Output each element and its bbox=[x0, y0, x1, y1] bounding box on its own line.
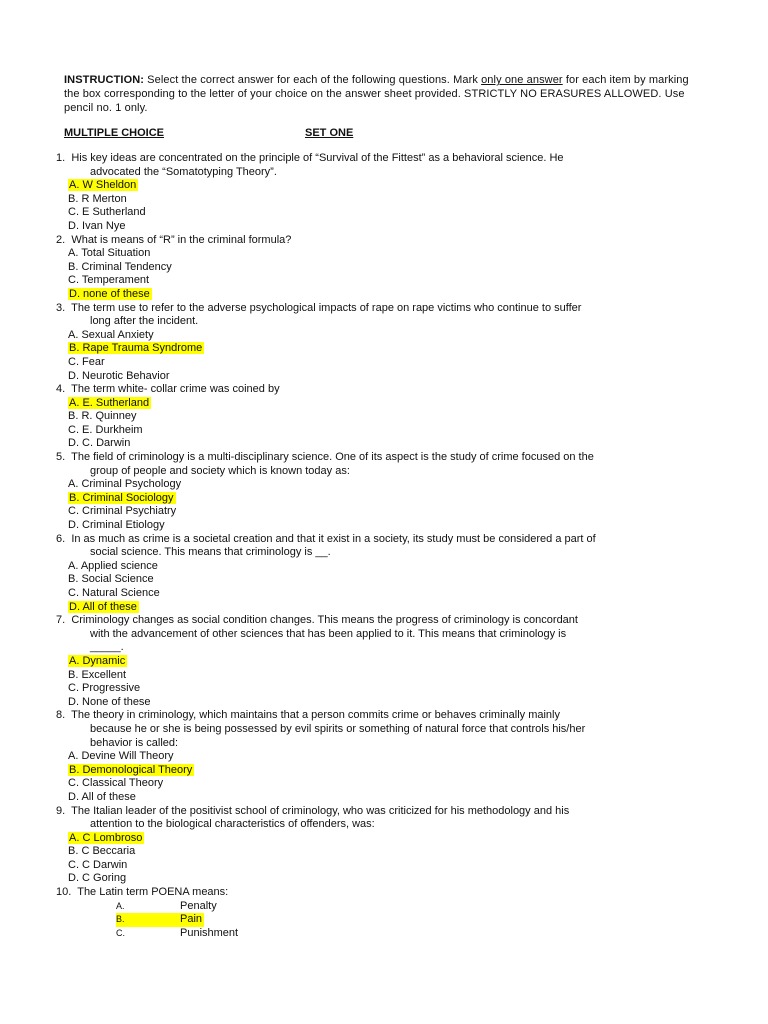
option-c: C. Natural Science bbox=[68, 587, 160, 599]
question-text: In as much as crime is a societal creation and that it exist in a society, its study must be considered a part of bbox=[71, 532, 596, 545]
instruction-paragraph bbox=[64, 73, 704, 115]
option-a-correct: A. W Sheldon bbox=[69, 179, 137, 192]
option-c: C. C Darwin bbox=[68, 858, 128, 871]
option-d: D. Neurotic Behavior bbox=[68, 369, 170, 382]
option-a: A. Sexual Anxiety bbox=[68, 328, 154, 341]
option-b-correct bbox=[56, 913, 716, 927]
option-a-correct: A. C Lombroso bbox=[69, 831, 143, 844]
option-a-correct: A. E. Sutherland bbox=[69, 396, 150, 409]
option-letter: C. bbox=[116, 927, 125, 938]
option-d: D. Criminal Etiology bbox=[68, 519, 165, 532]
question-4 bbox=[56, 383, 716, 451]
question-5 bbox=[56, 451, 716, 533]
question-text: The term white- collar crime was coined by bbox=[71, 383, 280, 396]
question-text-cont: with the advancement of other sciences that has been applied to it. This means that criminology is bbox=[90, 627, 567, 640]
option-a: A. Applied science bbox=[68, 559, 158, 572]
option-b: B. Social Science bbox=[68, 573, 154, 586]
option-d: D. All of these bbox=[68, 790, 136, 803]
question-number: 2. bbox=[56, 233, 66, 246]
question-text-cont-2: _____. bbox=[90, 641, 124, 654]
question-text: What is means of “R” in the criminal formula? bbox=[71, 233, 292, 246]
instruction-underlined: only one answer bbox=[481, 74, 563, 86]
option-text: Pain bbox=[180, 913, 203, 926]
option-c: C. Criminal Psychiatry bbox=[68, 505, 177, 518]
question-text: The Italian leader of the positivist school of criminology, who was criticized for his methodology and his bbox=[71, 804, 570, 817]
question-number: 3. bbox=[56, 301, 66, 314]
option-letter: A. bbox=[116, 900, 125, 911]
question-text-cont: advocated the “Somatotyping Theory”. bbox=[90, 165, 277, 178]
question-number: 6. bbox=[56, 532, 66, 545]
question-number: 4. bbox=[56, 383, 66, 396]
option-letter: B. bbox=[116, 914, 125, 925]
question-text-cont: because he or she is being possessed by evil spirits or something of natural force that controls his/her bbox=[90, 722, 586, 735]
option-a-correct: A. Dynamic bbox=[69, 654, 126, 667]
question-text: The field of criminology is a multi-disciplinary science. One of its aspect is the study of crime focused on the bbox=[71, 451, 594, 464]
question-number: 9. bbox=[56, 804, 66, 817]
option-a: A. Criminal Psychology bbox=[68, 478, 182, 491]
question-7 bbox=[56, 614, 716, 709]
option-c: C. Temperament bbox=[68, 274, 150, 287]
option-b: B. R Merton bbox=[68, 192, 127, 205]
option-c: C. Progressive bbox=[68, 682, 141, 695]
section-heading bbox=[64, 127, 704, 141]
question-2 bbox=[56, 234, 716, 302]
option-b: B. Excellent bbox=[68, 668, 127, 681]
option-b-correct: B. Rape Trauma Syndrome bbox=[69, 342, 203, 355]
instruction-text-2: for each item by marking the box corresponding to the letter of your choice on the answer sheet provided. STRICTLY NO ERASURES ALLOWED. Use pencil no. 1 only. bbox=[64, 74, 689, 114]
option-b: B. C Beccaria bbox=[68, 845, 136, 858]
question-list bbox=[56, 152, 716, 940]
heading-set-one: SET ONE bbox=[305, 127, 354, 139]
question-text-cont: social science. This means that criminology is __. bbox=[90, 546, 331, 559]
option-c: C. E. Durkheim bbox=[68, 423, 143, 436]
option-d: D. C. Darwin bbox=[68, 437, 131, 450]
option-b: B. R. Quinney bbox=[68, 410, 137, 423]
question-8 bbox=[56, 709, 716, 804]
option-c: C. Classical Theory bbox=[68, 777, 164, 790]
option-d-correct: D. All of these bbox=[69, 600, 137, 613]
instruction-label: INSTRUCTION: bbox=[64, 74, 145, 86]
option-b: B. Criminal Tendency bbox=[68, 260, 172, 273]
option-a bbox=[56, 900, 716, 914]
option-c bbox=[56, 927, 716, 941]
question-9 bbox=[56, 805, 716, 887]
question-text-cont: long after the incident. bbox=[90, 315, 199, 328]
option-a: A. Devine Will Theory bbox=[68, 750, 174, 763]
question-number: 1. bbox=[56, 152, 66, 164]
question-10 bbox=[56, 886, 716, 940]
question-text: His key ideas are concentrated on the principle of “Survival of the Fittest” as a behavioral science. He bbox=[71, 152, 564, 164]
option-d: D. Ivan Nye bbox=[68, 219, 126, 232]
instruction-text-1: Select the correct answer for each of the following questions. Mark bbox=[144, 74, 482, 86]
question-text-cont: attention to the biological characteristics of offenders, was: bbox=[90, 818, 375, 831]
question-1 bbox=[56, 152, 716, 234]
question-number: 8. bbox=[56, 709, 66, 722]
option-text: Penalty bbox=[180, 899, 217, 912]
question-6 bbox=[56, 533, 716, 615]
question-text-cont-2: behavior is called: bbox=[90, 736, 179, 749]
option-d-correct: D. none of these bbox=[69, 287, 150, 300]
option-d: D. None of these bbox=[68, 695, 151, 708]
question-text: The term use to refer to the adverse psychological impacts of rape on rape victims who continue to suffer bbox=[71, 301, 582, 314]
question-text-cont: group of people and society which is known today as: bbox=[90, 464, 350, 477]
option-a: A. Total Situation bbox=[68, 247, 151, 260]
option-b-correct: B. Criminal Sociology bbox=[69, 491, 174, 504]
question-number: 10. bbox=[56, 886, 72, 899]
question-text: The theory in criminology, which maintains that a person commits crime or behaves criminally mainly bbox=[71, 709, 560, 722]
option-d: D. C Goring bbox=[68, 872, 127, 885]
option-text: Punishment bbox=[180, 926, 239, 939]
option-c: C. E Sutherland bbox=[68, 206, 146, 219]
question-text: Criminology changes as social condition changes. This means the progress of criminology is concordant bbox=[71, 614, 578, 627]
question-3 bbox=[56, 302, 716, 384]
heading-multiple-choice: MULTIPLE CHOICE bbox=[64, 127, 165, 139]
option-b-correct: B. Demonological Theory bbox=[69, 763, 193, 776]
question-number: 5. bbox=[56, 451, 66, 464]
question-text: The Latin term POENA means: bbox=[77, 886, 229, 899]
option-c: C. Fear bbox=[68, 355, 105, 368]
question-number: 7. bbox=[56, 614, 66, 627]
